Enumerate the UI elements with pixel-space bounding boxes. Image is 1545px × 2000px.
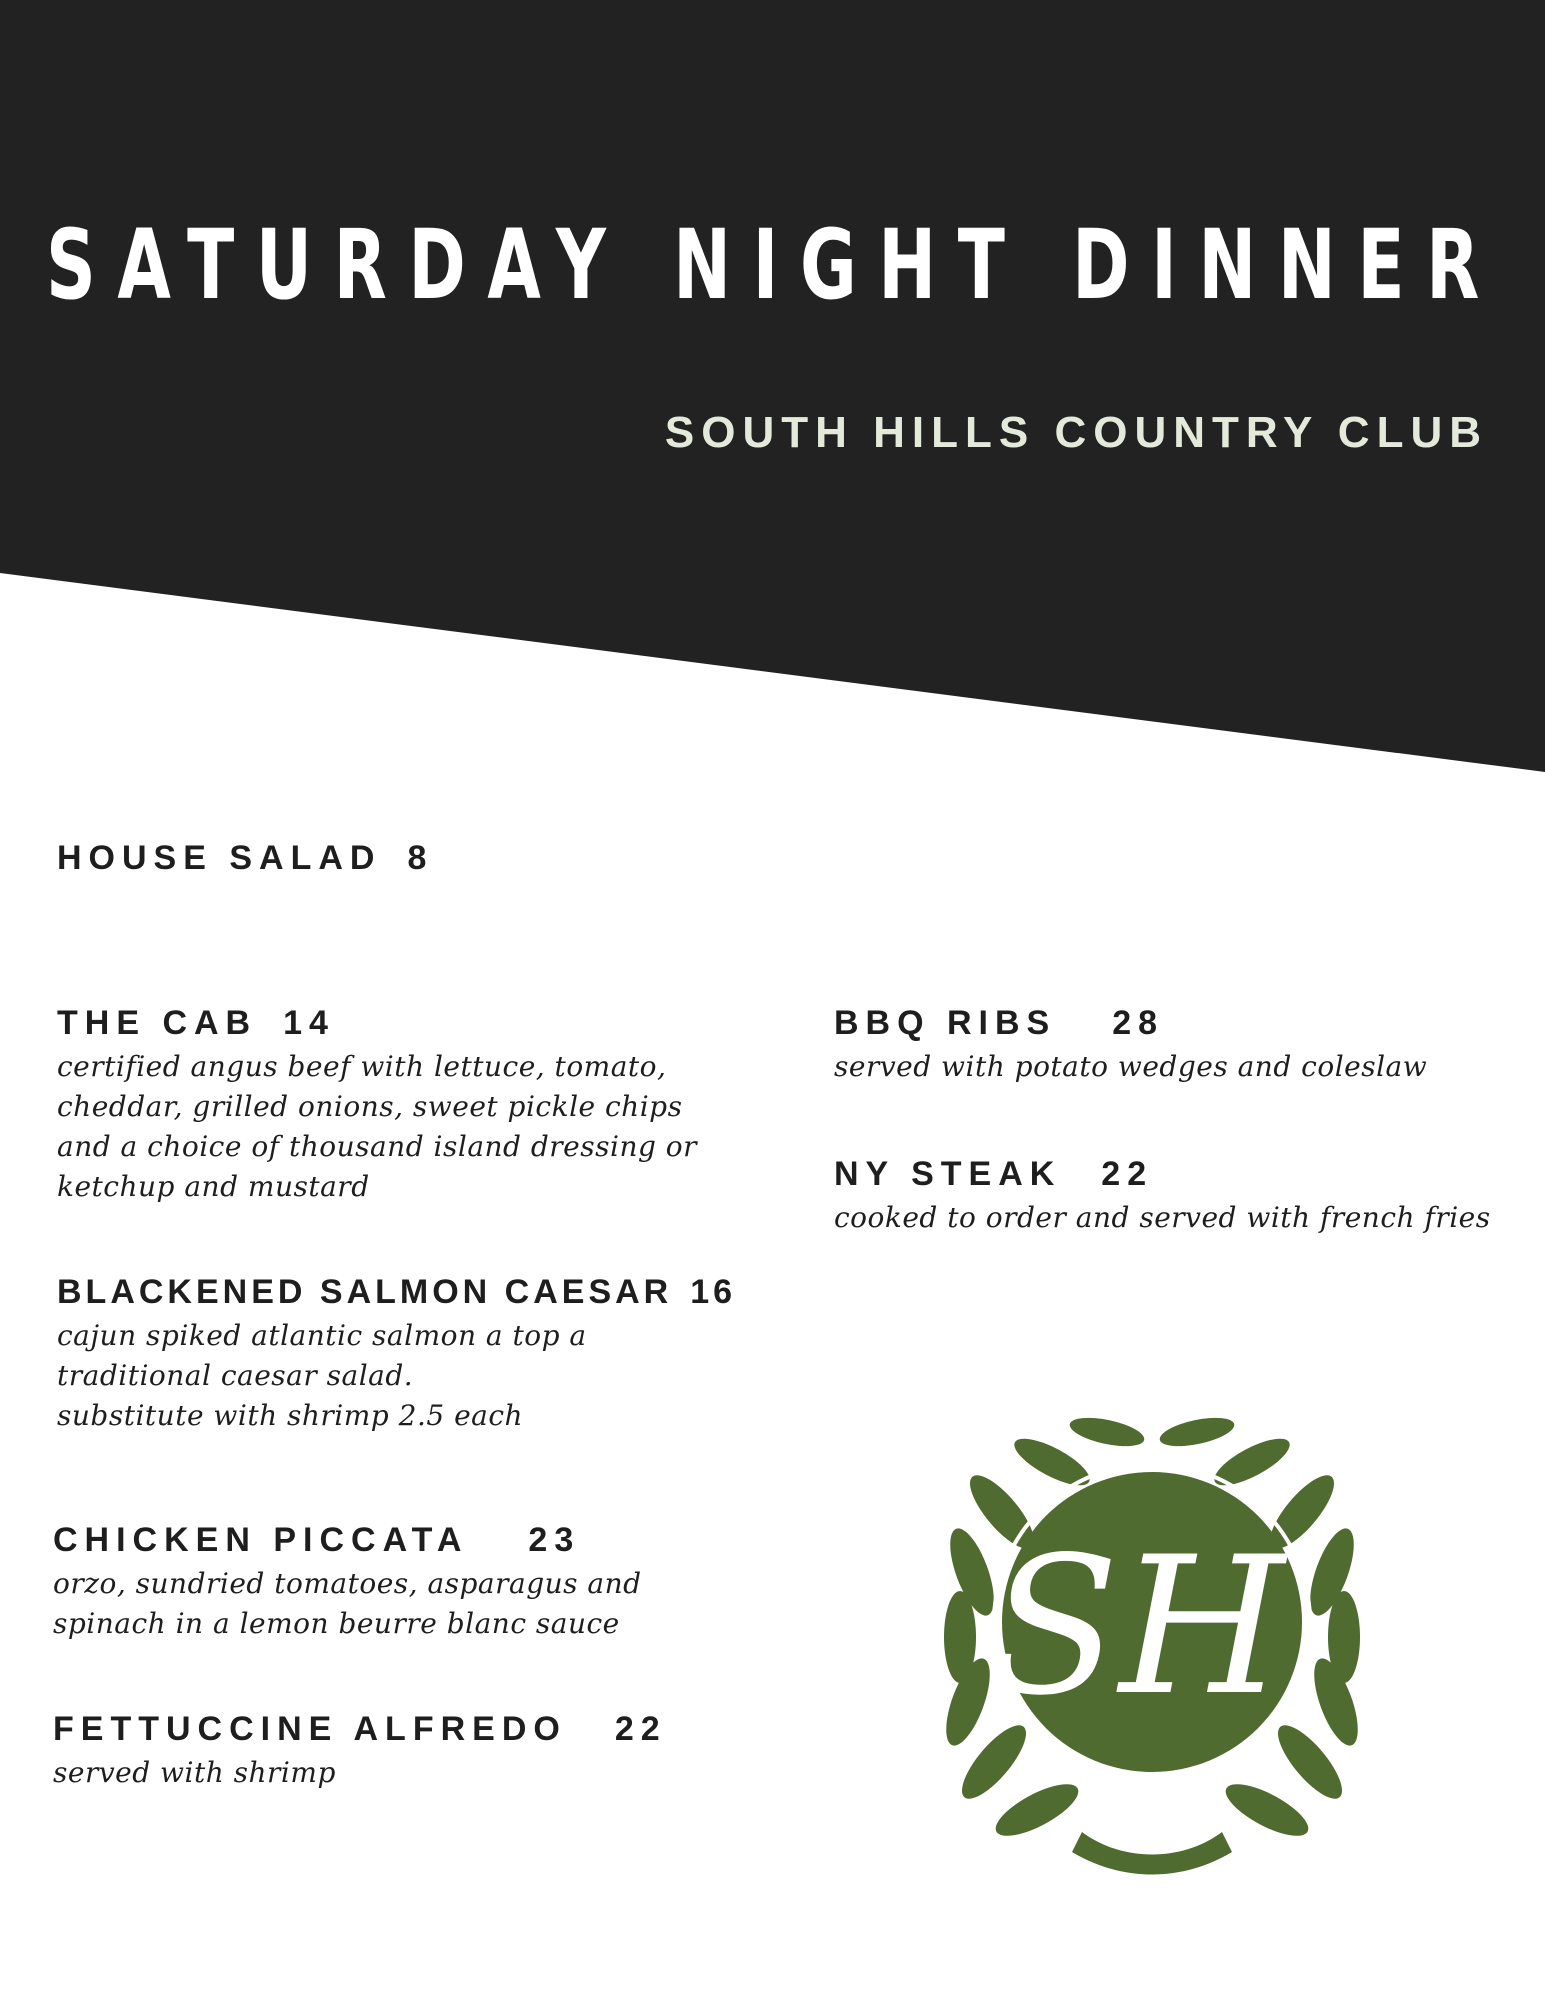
menu-item-fettuccine-alfredo [53, 1707, 667, 1793]
item-name: FETTUCCINE ALFREDO [53, 1710, 567, 1748]
item-description: orzo, sundried tomatoes, asparagus and spinach in a lemon beurre blanc sauce [53, 1567, 642, 1640]
item-price: 22 [1101, 1155, 1154, 1193]
item-price: 22 [614, 1710, 667, 1748]
menu-item-blackened-salmon-caesar [57, 1270, 736, 1436]
item-price: 28 [1112, 1004, 1165, 1042]
page-title: SATURDAY NIGHT DINNER [46, 209, 1501, 321]
item-description: cooked to order and served with french fries [834, 1201, 1491, 1234]
club-logo [932, 1392, 1372, 1882]
item-price: 8 [407, 839, 434, 877]
item-name: HOUSE SALAD [57, 839, 382, 877]
header-banner [0, 0, 1545, 780]
item-name: CHICKEN PICCATA [53, 1521, 469, 1559]
menu-item-house-salad [57, 836, 433, 880]
menu-item-ny-steak [834, 1152, 1491, 1238]
menu-item-chicken-piccata [53, 1518, 642, 1644]
club-name: SOUTH HILLS COUNTRY CLUB [664, 408, 1488, 457]
item-name: NY STEAK [834, 1155, 1062, 1193]
logo-monogram: SH [989, 1516, 1285, 1737]
item-price: 14 [283, 1004, 335, 1042]
item-name: BBQ RIBS [834, 1004, 1057, 1042]
item-price: 16 [690, 1273, 737, 1311]
item-name: BLACKENED SALMON CAESAR [57, 1273, 673, 1311]
menu-item-bbq-ribs [834, 1001, 1427, 1087]
item-price: 23 [528, 1521, 581, 1559]
item-description: cajun spiked atlantic salmon a top a traditional caesar salad. substitute with shrimp 2.5 each [57, 1319, 587, 1432]
item-description: certified angus beef with lettuce, tomato, cheddar, grilled onions, sweet pickle chips and a choice of thousand island dressing or ketchup and mustard [57, 1050, 698, 1203]
item-name: THE CAB [57, 1004, 258, 1042]
item-description: served with shrimp [53, 1756, 336, 1789]
menu-item-the-cab [57, 1001, 697, 1207]
item-description: served with potato wedges and coleslaw [834, 1050, 1428, 1083]
